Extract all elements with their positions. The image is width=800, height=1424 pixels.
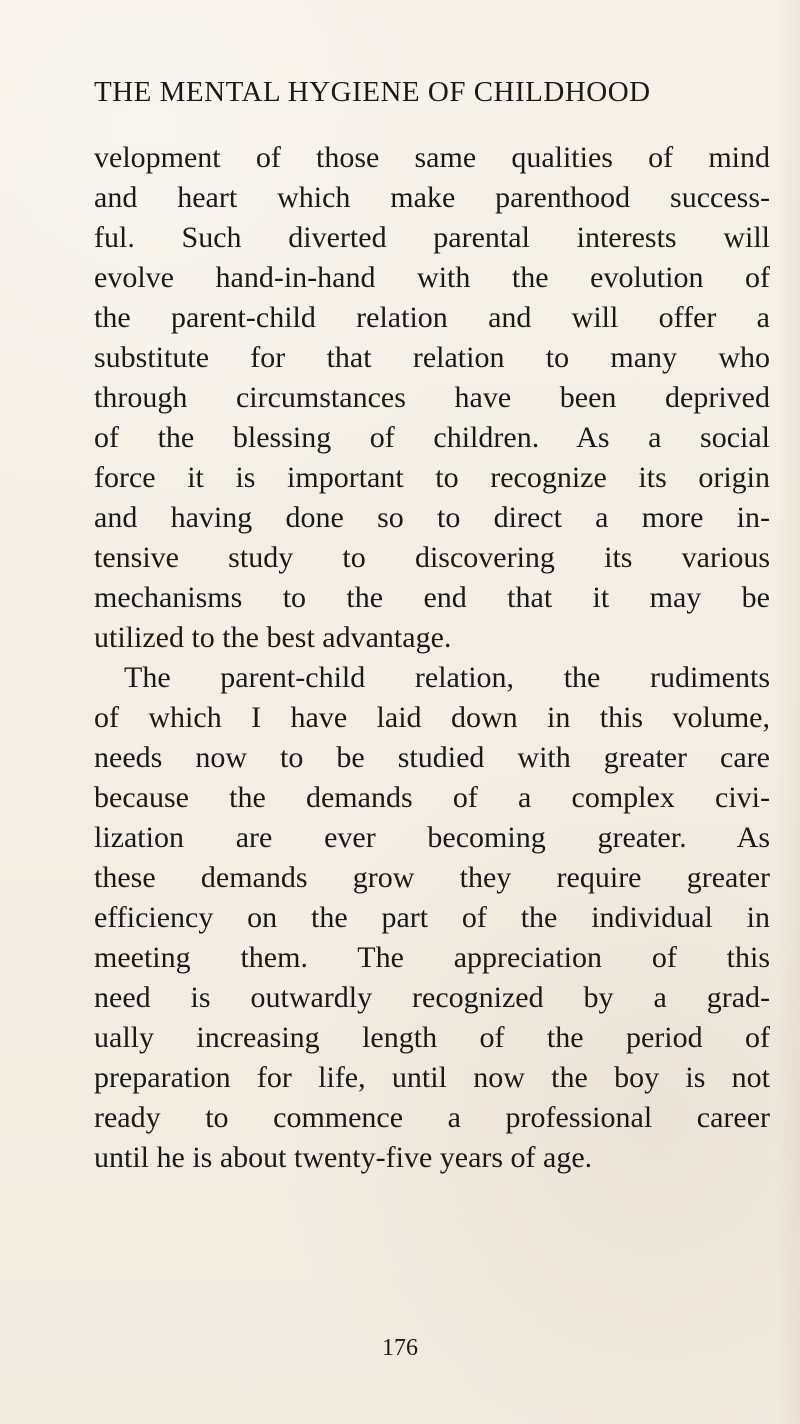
text-line: preparation for life, until now the boy is not xyxy=(94,1061,770,1094)
text-line: substitute for that relation to many who xyxy=(94,341,770,374)
text-line: need is outwardly recognized by a grad- xyxy=(94,981,770,1014)
page-number: 176 xyxy=(382,1335,418,1361)
text-line: evolve hand-in-hand with the evolution of xyxy=(94,261,770,294)
text-line: and having done so to direct a more in- xyxy=(94,501,770,534)
text-line: and heart which make parenthood success- xyxy=(94,181,770,214)
page-text xyxy=(94,138,770,1178)
text-line: these demands grow they require greater xyxy=(94,861,770,894)
text-line: the parent-child relation and will offer a xyxy=(94,301,770,334)
text-line: efficiency on the part of the individual in xyxy=(94,901,770,934)
text-line: until he is about twenty-five years of age. xyxy=(94,1141,593,1174)
text-line: utilized to the best advantage. xyxy=(94,621,452,654)
text-line: The parent-child relation, the rudiments xyxy=(124,661,770,694)
text-line: ually increasing length of the period of xyxy=(94,1021,770,1054)
text-line: force it is important to recognize its origin xyxy=(94,461,770,494)
text-line: ful. Such diverted parental interests will xyxy=(94,221,770,254)
text-line: through circumstances have been deprived xyxy=(94,381,770,414)
text-line: velopment of those same qualities of mind xyxy=(94,141,770,174)
running-head: THE MENTAL HYGIENE OF CHILDHOOD xyxy=(94,76,651,108)
text-line: of which I have laid down in this volume, xyxy=(94,701,770,734)
text-line: because the demands of a complex civi- xyxy=(94,781,770,814)
text-line: mechanisms to the end that it may be xyxy=(94,581,770,614)
text-line: ready to commence a professional career xyxy=(94,1101,770,1134)
text-line: lization are ever becoming greater. As xyxy=(94,821,770,854)
text-line: of the blessing of children. As a social xyxy=(94,421,770,454)
paper-edge xyxy=(776,0,800,1424)
text-line: meeting them. The appreciation of this xyxy=(94,941,770,974)
text-line: tensive study to discovering its various xyxy=(94,541,770,574)
text-line: needs now to be studied with greater care xyxy=(94,741,770,774)
